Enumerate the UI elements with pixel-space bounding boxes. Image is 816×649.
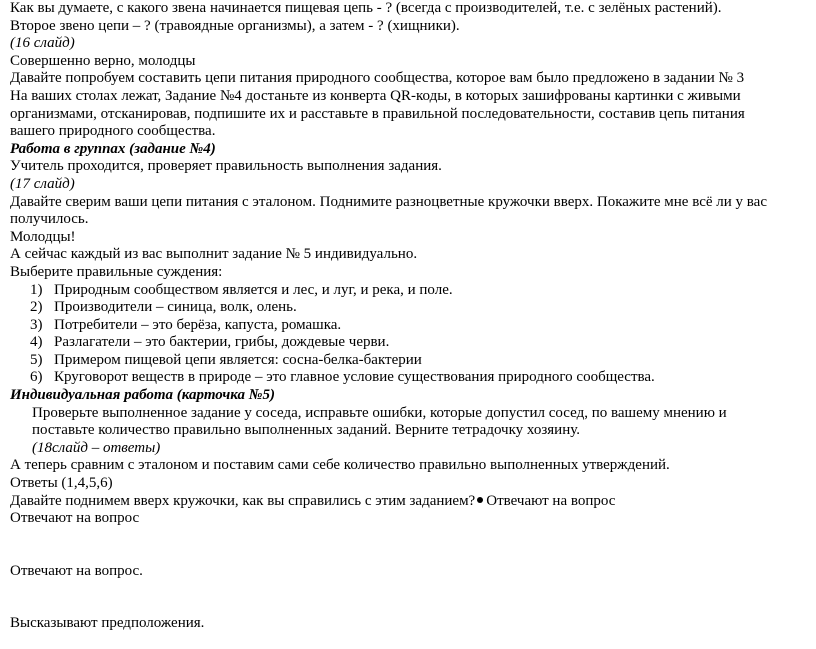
list-item: 3) Потребители – это берёза, капуста, ромашка. [30, 316, 342, 333]
individual-work-heading: Индивидуальная работа (карточка №5) [10, 387, 275, 404]
compare-with-standard: А теперь сравним с эталоном и поставим сами себе количество правильно выполненных утверждений. [10, 457, 670, 474]
list-item: 4) Разлагатели – это бактерии, грибы, дождевые черви. [30, 334, 390, 351]
reply-1: Отвечают на вопрос [10, 510, 140, 527]
raise-circles-answer: Отвечают на вопрос [486, 492, 616, 509]
question-food-chain-line-2: Второе звено цепи – ? (травоядные организмы), а затем - ? (хищники). [10, 17, 460, 34]
slide-16-note: (16 слайд) [10, 35, 75, 52]
list-item: 2) Производители – синица, волк, олень. [30, 299, 297, 316]
peer-check-instructions: Проверьте выполненное задание у соседа, исправьте ошибки, которые допустил сосед, по вашему мнению и поставьте количество правильно выполненных заданий. Верните тетрадочку хозяину. [32, 404, 727, 439]
raise-circles-line [10, 493, 810, 511]
answers-line: Ответы (1,4,5,6) [10, 475, 113, 492]
teacher-check-note: Учитель проходится, проверяет правильность выполнения задания. [10, 158, 442, 175]
choose-judgments-prompt: Выберите правильные суждения: [10, 263, 223, 280]
task-5-intro: А сейчас каждый из вас выполнит задание № 5 индивидуально. [10, 246, 418, 263]
slide-18-note: (18слайд – ответы) [32, 439, 161, 456]
praise-correct: Совершенно верно, молодцы [10, 52, 196, 69]
group-work-heading: Работа в группах (задание №4) [10, 140, 216, 157]
list-item: 5) Примером пищевой цепи является: сосна-белка-бактерии [30, 351, 422, 368]
compare-chains-instructions: Давайте сверим ваши цепи питания с эталоном. Поднимите разноцветные кружочки вверх. Покажите мне всё ли у вас получилось. [10, 193, 767, 228]
list-item: 6) Круговорот веществ в природе – это главное условие существования природного сообщества. [30, 369, 655, 386]
judgments-list [10, 282, 810, 388]
reply-2: Отвечают на вопрос. [10, 562, 143, 579]
praise-well-done: Молодцы! [10, 228, 76, 245]
raise-circles-question: Давайте поднимем вверх кружочки, как вы справились с этим заданием? [10, 492, 476, 509]
task-4-instructions: Давайте попробуем составить цепи питания природного сообщества, которое вам было предложено в задании № 3 На ваших столах лежат, Задание №4 достаньте из конверта QR-коды, в которых зашифрованы картинки с живыми организмами, отсканировав, подпишите их и расставьте в правильной последовательности, составив цепь питания вашего природного сообщества. [10, 70, 745, 140]
bullet-dot-icon [477, 497, 483, 503]
reply-3: Высказывают предположения. [10, 615, 205, 632]
question-food-chain-line-1: Как вы думаете, с какого звена начинается пищевая цепь - ? (всегда с производителей, т.е. с зелёных растений). [10, 0, 722, 16]
document-body [10, 0, 810, 633]
list-item: 1) Природным сообществом является и лес, и луг, и река, и поле. [30, 281, 453, 298]
slide-17-note: (17 слайд) [10, 175, 75, 192]
